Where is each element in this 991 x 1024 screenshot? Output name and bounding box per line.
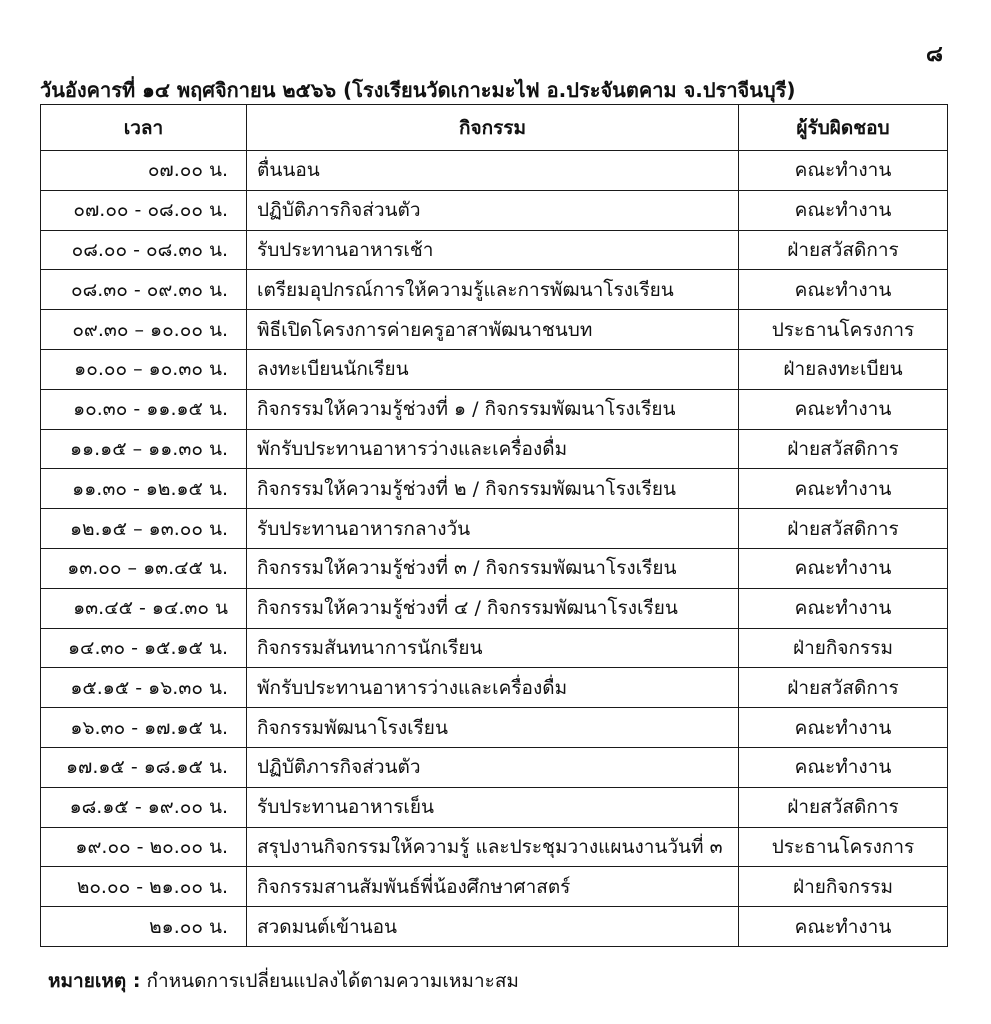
- responsible-cell: คณะทำงาน: [739, 270, 948, 310]
- activity-cell: กิจกรรมสานสัมพันธ์พี่น้องศึกษาศาสตร์: [247, 867, 739, 907]
- table-row: [41, 310, 948, 350]
- table-row: [41, 190, 948, 230]
- responsible-cell: คณะทำงาน: [739, 190, 948, 230]
- table-row: [41, 429, 948, 469]
- table-row: [41, 668, 948, 708]
- table-row: [41, 270, 948, 310]
- time-cell: ๐๘.๐๐ - ๐๘.๓๐ น.: [41, 230, 247, 270]
- responsible-cell: คณะทำงาน: [739, 588, 948, 628]
- time-cell: ๑๙.๐๐ - ๒๐.๐๐ น.: [41, 827, 247, 867]
- time-cell: ๑๑.๑๕ – ๑๑.๓๐ น.: [41, 429, 247, 469]
- time-cell: ๒๐.๐๐ - ๒๑.๐๐ น.: [41, 867, 247, 907]
- activity-cell: กิจกรรมให้ความรู้ช่วงที่ ๓ / กิจกรรมพัฒนาโรงเรียน: [247, 548, 739, 588]
- time-cell: ๑๕.๑๕ - ๑๖.๓๐ น.: [41, 668, 247, 708]
- time-cell: ๑๒.๑๕ – ๑๓.๐๐ น.: [41, 509, 247, 549]
- schedule-table: [40, 104, 948, 947]
- time-cell: ๑๓.๔๕ - ๑๔.๓๐ น: [41, 588, 247, 628]
- footnote: [48, 966, 519, 996]
- table-row: [41, 747, 948, 787]
- activity-cell: กิจกรรมให้ความรู้ช่วงที่ ๔ / กิจกรรมพัฒนาโรงเรียน: [247, 588, 739, 628]
- header-activity: กิจกรรม: [247, 105, 739, 151]
- activity-cell: รับประทานอาหารกลางวัน: [247, 509, 739, 549]
- header-time: เวลา: [41, 105, 247, 151]
- activity-cell: กิจกรรมให้ความรู้ช่วงที่ ๒ / กิจกรรมพัฒนาโรงเรียน: [247, 469, 739, 509]
- table-row: [41, 151, 948, 191]
- responsible-cell: ประธานโครงการ: [739, 310, 948, 350]
- time-cell: ๒๑.๐๐ น.: [41, 907, 247, 947]
- time-cell: ๑๗.๑๕ - ๑๘.๑๕ น.: [41, 747, 247, 787]
- table-row: [41, 907, 948, 947]
- responsible-cell: คณะทำงาน: [739, 708, 948, 748]
- table-row: [41, 469, 948, 509]
- table-row: [41, 389, 948, 429]
- activity-cell: พักรับประทานอาหารว่างและเครื่องดื่ม: [247, 429, 739, 469]
- time-cell: ๐๗.๐๐ - ๐๘.๐๐ น.: [41, 190, 247, 230]
- time-cell: ๑๓.๐๐ – ๑๓.๔๕ น.: [41, 548, 247, 588]
- header-responsible: ผู้รับผิดชอบ: [739, 105, 948, 151]
- time-cell: ๑๑.๓๐ - ๑๒.๑๕ น.: [41, 469, 247, 509]
- activity-cell: รับประทานอาหารเช้า: [247, 230, 739, 270]
- activity-cell: กิจกรรมให้ความรู้ช่วงที่ ๑ / กิจกรรมพัฒนาโรงเรียน: [247, 389, 739, 429]
- table-row: [41, 867, 948, 907]
- table-row: [41, 349, 948, 389]
- table-row: [41, 787, 948, 827]
- activity-cell: ตื่นนอน: [247, 151, 739, 191]
- responsible-cell: คณะทำงาน: [739, 747, 948, 787]
- time-cell: ๑๖.๓๐ - ๑๗.๑๕ น.: [41, 708, 247, 748]
- responsible-cell: คณะทำงาน: [739, 469, 948, 509]
- activity-cell: กิจกรรมสันทนาการนักเรียน: [247, 628, 739, 668]
- time-cell: ๑๔.๓๐ - ๑๕.๑๕ น.: [41, 628, 247, 668]
- table-row: [41, 628, 948, 668]
- document-title: วันอังคารที่ ๑๔ พฤศจิกายน ๒๕๖๖ (โรงเรียนวัดเกาะมะไฟ อ.ประจันตคาม จ.ปราจีนบุรี): [40, 78, 796, 102]
- responsible-cell: ประธานโครงการ: [739, 827, 948, 867]
- responsible-cell: คณะทำงาน: [739, 907, 948, 947]
- responsible-cell: ฝ่ายสวัสดิการ: [739, 429, 948, 469]
- activity-cell: ลงทะเบียนนักเรียน: [247, 349, 739, 389]
- activity-cell: เตรียมอุปกรณ์การให้ความรู้และการพัฒนาโรงเรียน: [247, 270, 739, 310]
- time-cell: ๑๐.๐๐ – ๑๐.๓๐ น.: [41, 349, 247, 389]
- page-number: ๘: [926, 42, 943, 67]
- activity-cell: พิธีเปิดโครงการค่ายครูอาสาพัฒนาชนบท: [247, 310, 739, 350]
- table-header-row: [41, 105, 948, 151]
- responsible-cell: ฝ่ายสวัสดิการ: [739, 230, 948, 270]
- responsible-cell: ฝ่ายลงทะเบียน: [739, 349, 948, 389]
- table-row: [41, 588, 948, 628]
- table-row: [41, 230, 948, 270]
- activity-cell: สวดมนต์เข้านอน: [247, 907, 739, 947]
- responsible-cell: คณะทำงาน: [739, 548, 948, 588]
- responsible-cell: คณะทำงาน: [739, 389, 948, 429]
- activity-cell: กิจกรรมพัฒนาโรงเรียน: [247, 708, 739, 748]
- activity-cell: รับประทานอาหารเย็น: [247, 787, 739, 827]
- time-cell: ๑๐.๓๐ - ๑๑.๑๕ น.: [41, 389, 247, 429]
- time-cell: ๐๘.๓๐ - ๐๙.๓๐ น.: [41, 270, 247, 310]
- footnote-text: กำหนดการเปลี่ยนแปลงได้ตามความเหมาะสม: [140, 970, 519, 992]
- responsible-cell: ฝ่ายสวัสดิการ: [739, 509, 948, 549]
- footnote-label: หมายเหตุ :: [48, 970, 141, 992]
- time-cell: ๐๙.๓๐ – ๑๐.๐๐ น.: [41, 310, 247, 350]
- activity-cell: ปฏิบัติภารกิจส่วนตัว: [247, 190, 739, 230]
- table-row: [41, 509, 948, 549]
- table-row: [41, 827, 948, 867]
- responsible-cell: ฝ่ายสวัสดิการ: [739, 787, 948, 827]
- activity-cell: พักรับประทานอาหารว่างและเครื่องดื่ม: [247, 668, 739, 708]
- activity-cell: ปฏิบัติภารกิจส่วนตัว: [247, 747, 739, 787]
- table-row: [41, 548, 948, 588]
- responsible-cell: ฝ่ายสวัสดิการ: [739, 668, 948, 708]
- schedule-body: [41, 151, 948, 947]
- activity-cell: สรุปงานกิจกรรมให้ความรู้ และประชุมวางแผนงานวันที่ ๓: [247, 827, 739, 867]
- responsible-cell: ฝ่ายกิจกรรม: [739, 867, 948, 907]
- responsible-cell: ฝ่ายกิจกรรม: [739, 628, 948, 668]
- time-cell: ๑๘.๑๕ - ๑๙.๐๐ น.: [41, 787, 247, 827]
- time-cell: ๐๗.๐๐ น.: [41, 151, 247, 191]
- responsible-cell: คณะทำงาน: [739, 151, 948, 191]
- table-row: [41, 708, 948, 748]
